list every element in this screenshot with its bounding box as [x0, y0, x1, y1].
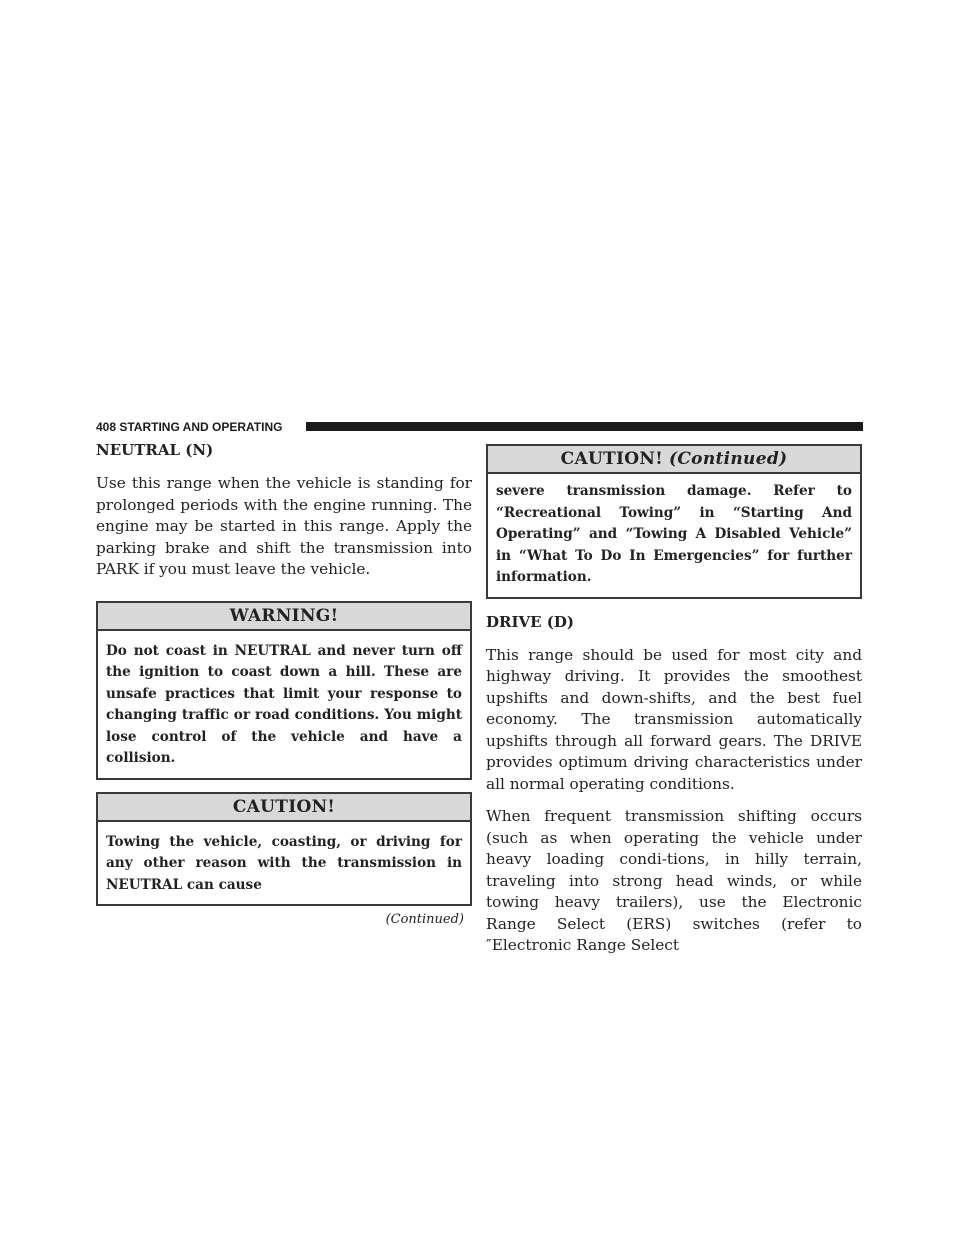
left-column — [96, 440, 472, 927]
warning-text: Do not coast in NEUTRAL and never turn off the ignition to coast down a hill. These are unsafe practices that limit your response to changing traffic or road conditions. You might lose control of the vehicle and have a collision. — [106, 642, 462, 766]
drive-paragraph: This range should be used for most city and highway driving. It provides the smoothest upshifts and down-shifts, and the best fuel economy. The transmission automatically upshifts through all forward gears. The DRIVE provides optimum driving characteristics under all normal operating conditions. — [486, 645, 862, 793]
warning-heading: WARNING! — [98, 603, 470, 631]
shift-paragraph: When frequent transmission shifting occurs (such as when operating the vehicle under heavy loading condi-tions, in hilly terrain, traveling into strong head winds, or while towing heavy trailers), use the Electronic Range Select (ERS) switches (refer to ″Electronic Range Select — [486, 807, 862, 954]
caution-heading: CAUTION! — [98, 794, 470, 822]
caution-continued-heading — [488, 446, 860, 474]
header-rule — [306, 422, 863, 431]
neutral-paragraph: Use this range when the vehicle is standing for prolonged periods with the engine running. The engine may be started in this range. Apply the parking brake and shift the transmission into PARK if you must leave the vehicle. — [96, 474, 472, 578]
neutral-heading: NEUTRAL (N) — [96, 441, 214, 459]
drive-heading: DRIVE (D) — [486, 612, 574, 631]
caution-box — [96, 792, 472, 907]
caution-continued-text: severe transmission damage. Refer to “Recreational Towing” in “Starting And Operating” and “Towing A Disabled Vehicle” in “What To Do In Emergencies” for further information. — [496, 483, 852, 585]
page-header — [96, 420, 863, 434]
caution-continued-label: (Continued) — [669, 449, 788, 469]
caution-continued-title: CAUTION! — [560, 449, 663, 469]
caution-continued-box — [486, 444, 862, 599]
continued-note: (Continued) — [385, 912, 464, 927]
page-header-label: 408 STARTING AND OPERATING — [96, 420, 290, 434]
right-column — [486, 444, 862, 957]
caution-text: Towing the vehicle, coasting, or driving for any other reason with the transmission in NEUTRAL can cause — [106, 833, 462, 893]
warning-box — [96, 601, 472, 780]
